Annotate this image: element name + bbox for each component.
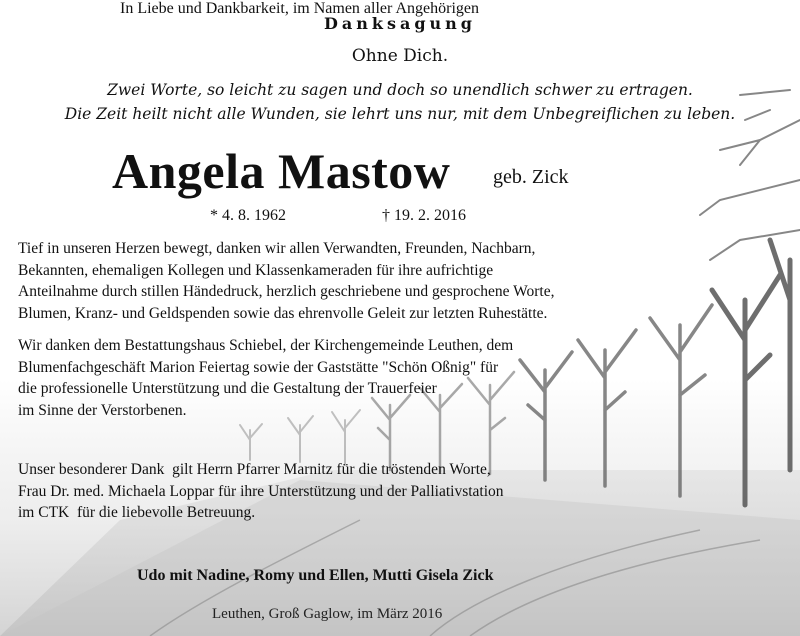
heading: Danksagung bbox=[324, 14, 476, 33]
place-date: Leuthen, Groß Gaglow, im März 2016 bbox=[212, 606, 443, 622]
paragraph-line: Blumenfachgeschäft Marion Feiertag sowie der Gaststätte "Schön Oßnig" für bbox=[18, 358, 499, 376]
paragraph-line: Tief in unseren Herzen bewegt, danken wir allen Verwandten, Freunden, Nachbarn, bbox=[18, 240, 536, 257]
quote bbox=[0, 78, 800, 126]
paragraph-line: Unser besonderer Dank gilt Herrn Pfarrer Marnitz für die tröstenden Worte, bbox=[18, 461, 491, 478]
paragraph-line: Bekannten, ehemaligen Kollegen und Klassenkameraden für ihre aufrichtige bbox=[18, 261, 494, 279]
paragraph-line: im Sinne der Verstorbenen. bbox=[18, 402, 187, 420]
birth-name: geb. Zick bbox=[493, 166, 569, 188]
deceased-name: Angela Mastow bbox=[112, 143, 451, 199]
thanks-paragraph-3 bbox=[18, 459, 678, 524]
closing-line: In Liebe und Dankbarkeit, im Namen aller Angehörigen bbox=[120, 0, 479, 17]
paragraph-line: Anteilnahme durch stillen Händedruck, herzlich geschriebene und gesprochene Worte, bbox=[18, 283, 555, 301]
quote-line: Zwei Worte, so leicht zu sagen und doch so unendlich schwer zu ertragen. bbox=[107, 81, 693, 99]
motto: Ohne Dich. bbox=[351, 46, 449, 66]
death-date: † 19. 2. 2016 bbox=[382, 207, 466, 224]
birth-date: * 4. 8. 1962 bbox=[210, 207, 286, 224]
paragraph-line: die professionelle Unterstützung und die Gestaltung der Trauerfeier bbox=[18, 380, 437, 398]
paragraph-line: Blumen, Kranz- und Geldspenden sowie das ehrenvolle Geleit zur letzten Ruhestätte. bbox=[18, 305, 548, 323]
thanks-paragraph-2 bbox=[18, 335, 648, 422]
thanks-paragraph-1 bbox=[18, 238, 738, 325]
paragraph-line: Wir danken dem Bestattungshaus Schiebel, der Kirchengemeinde Leuthen, dem bbox=[18, 337, 514, 354]
paragraph-line: Frau Dr. med. Michaela Loppar für ihre Unterstützung und der Palliativstation bbox=[18, 482, 504, 500]
family-signature: Udo mit Nadine, Romy und Ellen, Mutti Gisela Zick bbox=[137, 567, 494, 584]
paragraph-line: im CTK für die liebevolle Betreuung. bbox=[18, 504, 256, 522]
quote-line: Die Zeit heilt nicht alle Wunden, sie lehrt uns nur, mit dem Unbegreiflichen zu leben. bbox=[64, 105, 736, 123]
